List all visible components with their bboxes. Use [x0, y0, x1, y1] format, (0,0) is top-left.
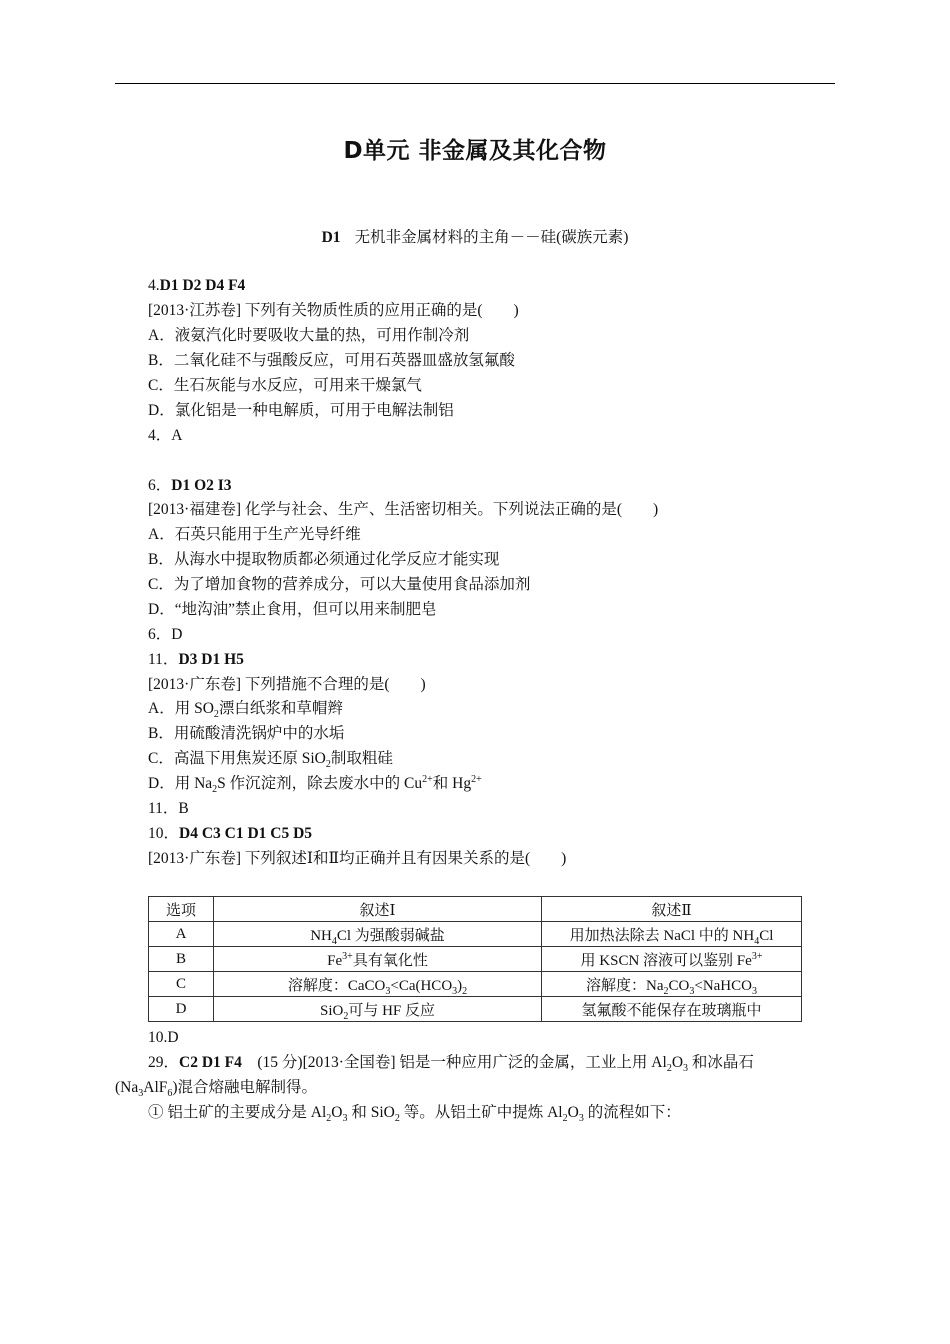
q29-tags: C2 D1 F4: [179, 1054, 242, 1071]
q4-tags: D1 D2 D4 F4: [159, 277, 246, 294]
q11-tags: D3 D1 H5: [178, 651, 244, 668]
q11-option-c: C．高温下用焦炭还原 SiO$_2$制取粗硅: [148, 750, 393, 771]
table-cell: 用 KSCN 溶液可以鉴别 $Fe^{3+}$: [542, 947, 802, 972]
q11-header: 11．D3 D1 H5: [148, 651, 244, 668]
table-cell: B: [149, 947, 214, 972]
q29-line-1: 29．C2 D1 F4 (15 分)[2013·全国卷] 铝是一种应用广泛的金属，工业上用 $Al_2O_3$ 和冰晶石: [148, 1054, 754, 1075]
q6-option-b: B．从海水中提取物质都必须通过化学反应才能实现: [148, 551, 500, 568]
q11-option-a: A．用 $SO_2$漂白纸浆和草帽辫: [148, 700, 343, 721]
q4-option-c: C．生石灰能与水反应，可用来干燥氯气: [148, 377, 422, 394]
table-cell: 溶解度：$CaCO_3<Ca(HCO_3)_2$: [214, 972, 542, 997]
q6-option-a: A．石英只能用于生产光导纤维: [148, 526, 361, 543]
table-row: [149, 972, 802, 997]
table-row: [149, 997, 802, 1022]
q4-header: 4.D1 D2 D4 F4: [148, 277, 246, 294]
table-cell: 溶解度：$Na_2CO_3<NaHCO_3$: [542, 972, 802, 997]
q4-stem: [2013·江苏卷] 下列有关物质性质的应用正确的是( ): [148, 302, 519, 319]
table-cell: 用加热法除去 NaCl 中的 $NH_4Cl$: [542, 922, 802, 947]
table-cell: SiO$_2$可与 HF 反应: [214, 997, 542, 1022]
q29-line-3: ① 铝土矿的主要成分是 $Al_2O_3$ 和 SiO$_2$ 等。从铝土矿中提炼 $Al_2O_3$ 的流程如下：: [148, 1104, 681, 1125]
table-header-cell: 叙述Ⅰ: [214, 897, 542, 922]
table-row: [149, 922, 802, 947]
q10-tags: D4 C3 C1 D1 C5 D5: [179, 825, 313, 842]
section-title: 无机非金属材料的主角－－硅(碳族元素): [354, 229, 629, 246]
q10-header: 10．D4 C3 C1 D1 C5 D5: [148, 825, 313, 842]
table-cell: $Fe^{3+}$具有氧化性: [214, 947, 542, 972]
q10-stem: [2013·广东卷] 下列叙述Ⅰ和Ⅱ均正确并且有因果关系的是( ): [148, 850, 567, 867]
table-row: [149, 947, 802, 972]
q6-option-d: D．“地沟油”禁止食用，但可以用来制肥皂: [148, 601, 437, 618]
q4-option-b: B．二氧化硅不与强酸反应，可用石英器皿盛放氢氟酸: [148, 352, 515, 369]
q6-option-c: C．为了增加食物的营养成分，可以大量使用食品添加剂: [148, 576, 531, 593]
section-code: D1: [321, 229, 341, 246]
page-title: D单元 非金属及其化合物: [343, 138, 607, 164]
header-rule: [115, 83, 835, 84]
q4-option-d: D．氯化铝是一种电解质，可用于电解法制铝: [148, 402, 454, 419]
table-header-row: [149, 897, 802, 922]
table-header-cell: 选项: [149, 897, 214, 922]
q29-line-2: $(Na_3AlF_6)$混合熔融电解制得。: [115, 1079, 318, 1100]
table-cell: 氢氟酸不能保存在玻璃瓶中: [542, 997, 802, 1022]
q10-table: [148, 896, 802, 1022]
q4-option-a: A．液氨汽化时要吸收大量的热，可用作制冷剂: [148, 327, 470, 344]
q6-stem: [2013·福建卷] 化学与社会、生产、生活密切相关。下列说法正确的是( ): [148, 501, 659, 518]
table-header-cell: 叙述Ⅱ: [542, 897, 802, 922]
q11-stem: [2013·广东卷] 下列措施不合理的是( ): [148, 676, 426, 693]
table-cell: $NH_4Cl$ 为强酸弱碱盐: [214, 922, 542, 947]
q4-answer: 4．A: [148, 427, 183, 444]
q6-header: 6．D1 O2 I3: [148, 477, 232, 494]
q11-option-b: B．用硫酸清洗锅炉中的水垢: [148, 725, 345, 742]
table-cell: A: [149, 922, 214, 947]
q6-answer: 6．D: [148, 626, 183, 643]
table-cell: D: [149, 997, 214, 1022]
q11-option-d: D．用 $Na_2S$ 作沉淀剂，除去废水中的 $Cu^{2+}$和 $Hg^{2+}$: [148, 773, 482, 796]
q6-tags: D1 O2 I3: [171, 477, 232, 494]
table-cell: C: [149, 972, 214, 997]
q10-answer: 10.D: [148, 1029, 179, 1046]
q11-answer: 11．B: [148, 800, 189, 817]
section-heading: [0, 225, 950, 247]
